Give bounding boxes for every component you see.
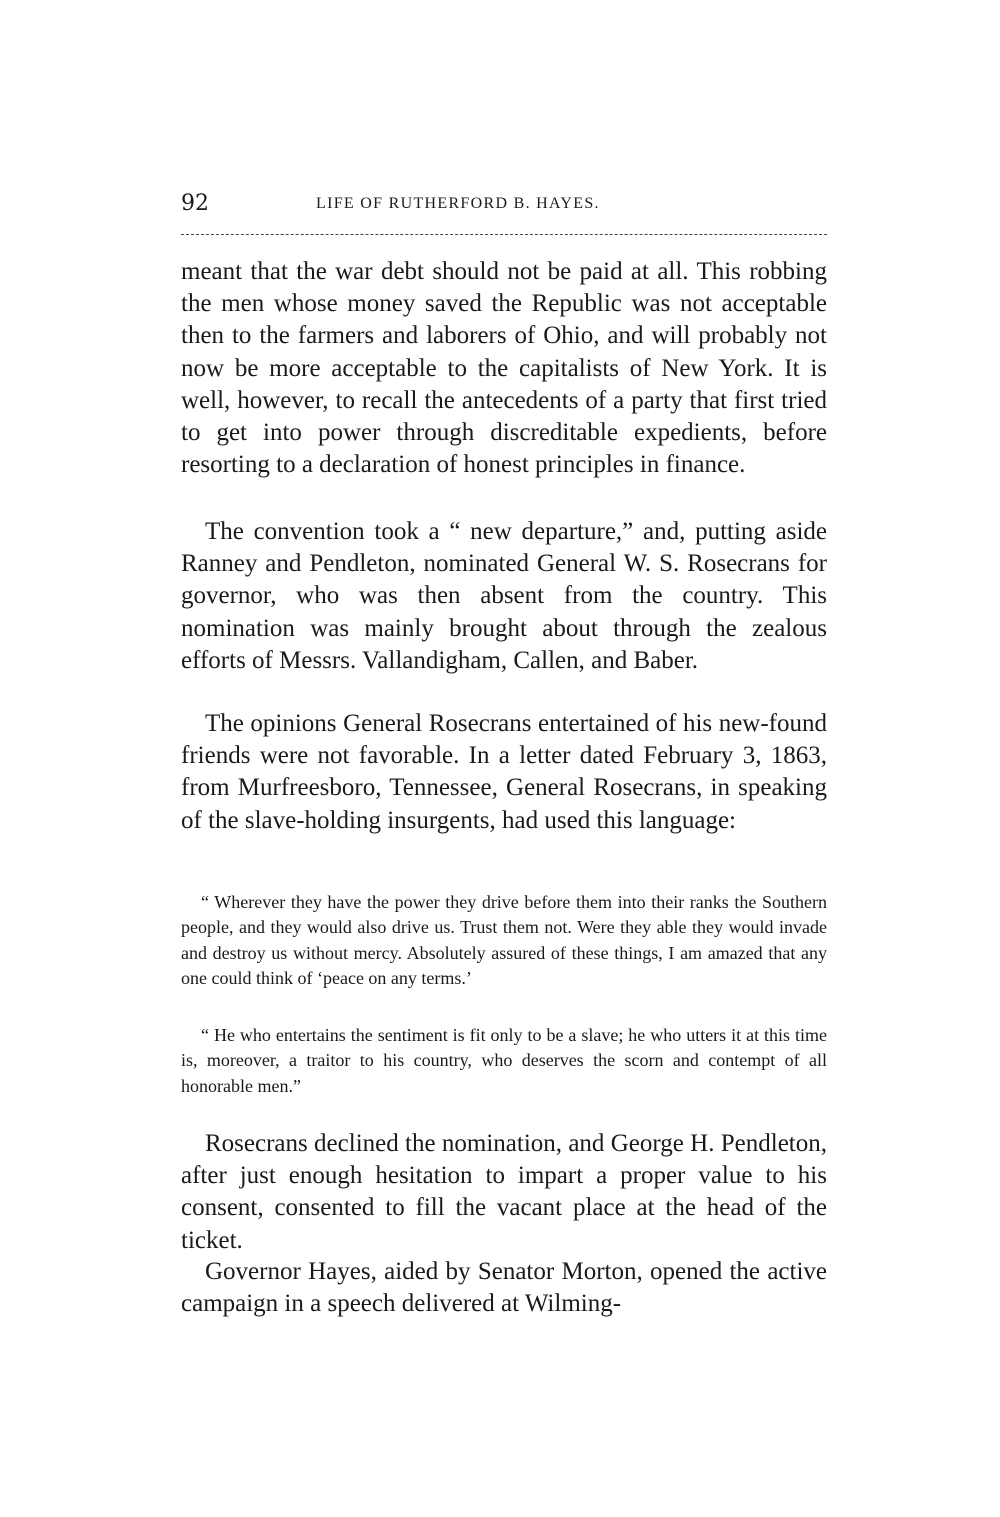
quote-text: “ He who entertains the sentiment is fit only to be a slave; he who utters it at this time is, moreover, a traitor to his country, who deserves the scorn and contempt of all honorable men.”: [181, 1025, 827, 1096]
paragraph-text: The opinions General Rosecrans entertained of his new-found friends were not favorable. In a letter dated February 3, 1863, from Murfreesboro, Tennessee, General Rosecrans, in speaking of the slave-holding insurgents, had used this language:: [181, 710, 827, 834]
running-head: [181, 190, 827, 222]
block-quote-first: [181, 890, 827, 991]
paragraph-convention: [181, 516, 827, 677]
page-number: 92: [181, 191, 209, 216]
paragraph-declined: [181, 1128, 827, 1257]
paragraph-campaign: [181, 1256, 827, 1320]
block-quote-second: [181, 1023, 827, 1099]
paragraph-continuation: [181, 256, 827, 481]
quote-text: “ Wherever they have the power they drive before them into their ranks the Southern people, and they would also drive us. Trust them not. Were they able they would invade and destroy us without mercy. Absolutely assured of these things, I am amazed that any one could think of ‘peace on any terms.’: [181, 892, 827, 988]
header-rule: [181, 234, 827, 235]
paragraph-text: Governor Hayes, aided by Senator Morton, opened the active campaign in a speech delivered at Wilming-: [181, 1258, 827, 1318]
running-title: LIFE OF RUTHERFORD B. HAYES.: [316, 195, 600, 212]
paragraph-text: Rosecrans declined the nomination, and George H. Pendleton, after just enough hesitation to impart a proper value to his consent, consented to fill the vacant place at the head of the ticket.: [181, 1130, 827, 1254]
paragraph-opinions: [181, 708, 827, 837]
paragraph-text: meant that the war debt should not be paid at all. This robbing the men whose money saved the Republic was not acceptable then to the farmers and laborers of Ohio, and will probably not now be more acceptable to the capitalists of New York. It is well, however, to recall the antecedents of a party that first tried to get into power through discreditable expedients, before resorting to a declaration of honest principles in finance.: [181, 258, 827, 479]
paragraph-text: The convention took a “ new departure,” and, putting aside Ranney and Pendleton, nominated General W. S. Rosecrans for governor, who was then absent from the country. This nomination was mainly brought about through the zealous efforts of Messrs. Vallandigham, Callen, and Baber.: [181, 518, 827, 674]
